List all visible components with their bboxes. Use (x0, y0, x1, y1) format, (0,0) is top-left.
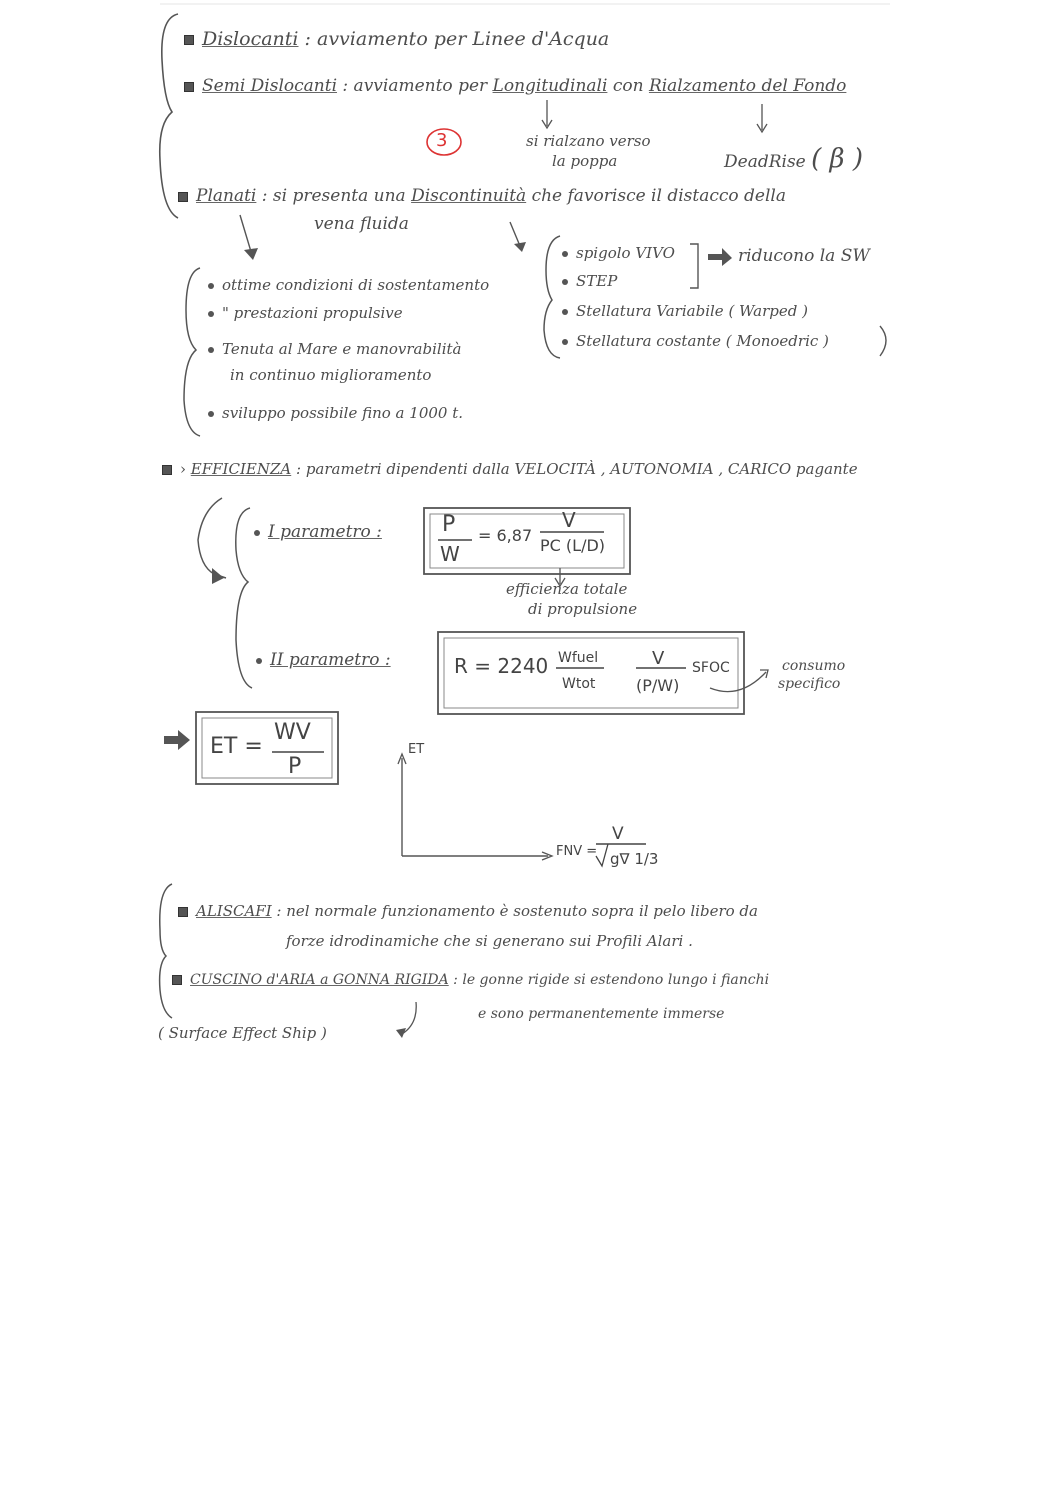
cuscino-desc1: : le gonne rigide si estendono lungo i fianchi (453, 972, 770, 988)
param2-wtot: Wtot (562, 676, 596, 692)
planati-desc2: che favorisce il distacco della (531, 186, 786, 206)
axis-x-den: g∇ 1/3 (610, 850, 659, 868)
dot-bullet-icon (208, 347, 214, 353)
param1-den: PC (L/D) (540, 536, 606, 555)
discontinuita-term: Discontinuità (411, 186, 527, 206)
square-bullet-icon (178, 192, 188, 202)
longitudinali-term: Longitudinali (492, 76, 608, 96)
aliscafi-desc1: : nel normale funzionamento è sostenuto sopra il pelo libero da (276, 902, 758, 920)
et-num: WV (274, 720, 311, 745)
con-word: con (612, 76, 644, 96)
page-number: 3 (436, 130, 448, 151)
param2-sfoc: SFOC (692, 660, 730, 676)
planati-left-item-1: ottime condizioni di sostentamento (208, 276, 489, 294)
axis-x-num: V (612, 824, 624, 844)
rialzamento-term: Rialzamento del Fondo (648, 76, 847, 96)
dot-bullet-icon (256, 658, 262, 664)
param1-label: I parametro : (254, 522, 382, 542)
param2-note2: specifico (778, 676, 841, 692)
square-bullet-icon (178, 907, 188, 917)
planati-left-item-4: in continuo miglioramento (230, 366, 432, 384)
planati-left-item-5: sviluppo possibile fino a 1000 t. (208, 404, 463, 422)
planati-left-item-2: " prestazioni propulsive (208, 304, 403, 322)
dot-bullet-icon (208, 411, 214, 417)
square-bullet-icon (184, 35, 194, 45)
note-poppa: la poppa (552, 152, 618, 170)
dot-bullet-icon (562, 309, 568, 315)
cuscino-desc2: e sono permanentemente immerse (478, 1006, 725, 1022)
param1-note2: di propulsione (528, 600, 638, 618)
aliscafi-term: ALISCAFI (196, 902, 272, 920)
dot-bullet-icon (562, 251, 568, 257)
brace-top (160, 14, 178, 218)
param2-wfuel: Wfuel (558, 650, 599, 666)
riducono-note: riducono la SW (738, 246, 870, 266)
planati-left-item-3: Tenuta al Mare e manovrabilità (208, 340, 461, 358)
param2-R: R = 2240 (454, 654, 549, 678)
dislocanti-row (184, 28, 609, 50)
planati-right-item-1: spigolo VIVO (562, 244, 675, 262)
param1-eq: = 6,87 (478, 526, 533, 545)
param1-P: P (442, 512, 456, 537)
semi-dislocanti-desc: : avviamento per (342, 76, 488, 96)
dot-bullet-icon (562, 339, 568, 345)
param2-label: II parametro : (256, 650, 391, 670)
param1-V: V (562, 508, 576, 532)
planati-desc1: : si presenta una (261, 186, 406, 206)
semi-dislocanti-row (184, 76, 846, 96)
cuscino-row (172, 972, 769, 988)
dislocanti-term: Dislocanti (202, 28, 299, 50)
deadrise-text: DeadRise (724, 152, 806, 172)
param2-V: V (652, 648, 665, 669)
square-bullet-icon (184, 82, 194, 92)
note-deadrise (724, 144, 863, 174)
axis-x-label: FNV = (556, 844, 598, 859)
planati-right-item-2: STEP (562, 272, 617, 290)
planati-right-item-3: Stellatura Variabile ( Warped ) (562, 302, 808, 320)
square-bullet-icon (172, 975, 182, 985)
planati-desc3: vena fluida (314, 214, 409, 234)
note-rialzano: si rialzano verso (526, 132, 651, 150)
arrow-marker: › (180, 460, 186, 478)
param2-PW: (P/W) (636, 676, 680, 695)
cuscino-note: ( Surface Effect Ship ) (158, 1024, 327, 1042)
et-lhs: ET = (210, 734, 263, 759)
aliscafi-desc2: forze idrodinamiche che si generano sui Profili Alari . (286, 932, 693, 950)
dot-bullet-icon (562, 279, 568, 285)
planati-term: Planati (196, 186, 257, 206)
param1-note1: efficienza totale (506, 580, 628, 598)
beta-symbol: ( β ) (811, 144, 863, 174)
et-den: P (288, 754, 302, 779)
efficienza-term: EFFICIENZA (190, 460, 292, 478)
semi-dislocanti-term: Semi Dislocanti (202, 76, 338, 96)
axis-y-label: ET (408, 742, 425, 757)
cuscino-term: CUSCINO d'ARIA a GONNA RIGIDA (190, 972, 449, 988)
dot-bullet-icon (254, 530, 260, 536)
dot-bullet-icon (208, 283, 214, 289)
square-bullet-icon (162, 465, 172, 475)
param1-W: W (440, 542, 460, 566)
param2-note1: consumo (782, 658, 846, 674)
aliscafi-row (178, 902, 758, 920)
planati-row (178, 186, 786, 206)
dot-bullet-icon (208, 311, 214, 317)
dislocanti-desc: : avviamento per Linee d'Acqua (304, 28, 610, 50)
efficienza-row (162, 460, 858, 478)
planati-right-item-4: Stellatura costante ( Monoedric ) (562, 332, 829, 350)
efficienza-desc: : parametri dipendenti dalla VELOCITÀ , AUTONOMIA , CARICO pagante (296, 460, 858, 478)
